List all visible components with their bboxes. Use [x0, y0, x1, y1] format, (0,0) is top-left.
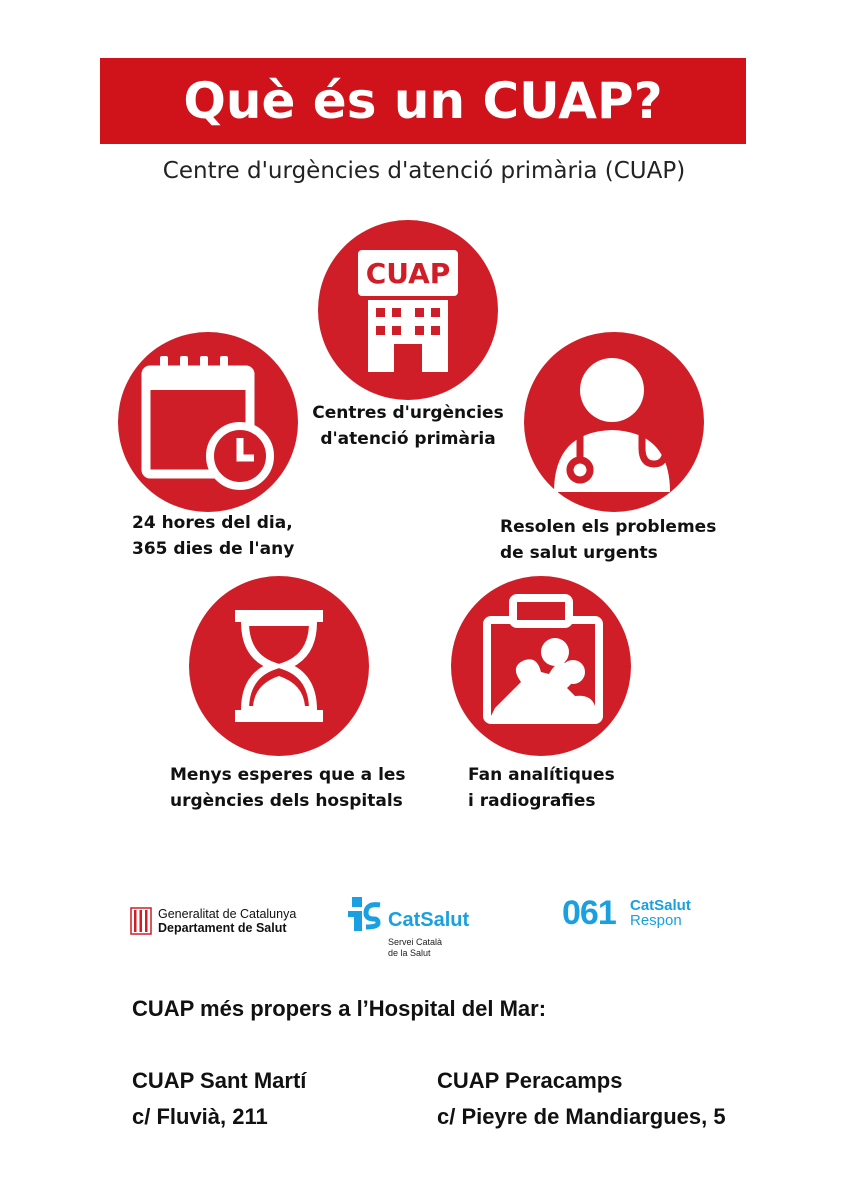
caption-line: Fan analítiques: [468, 765, 615, 785]
caption-centres: [290, 400, 526, 452]
location-name: CUAP Sant Martí: [132, 1068, 307, 1093]
catsalut-line2: de la Salut: [388, 948, 431, 958]
caption-24h: [132, 510, 352, 562]
location-peracamps: [437, 1063, 726, 1135]
generalitat-line2: Departament de Salut: [158, 921, 287, 935]
caption-line: urgències dels hospitals: [170, 791, 403, 811]
respon-line2: Respon: [630, 912, 682, 929]
cuap-badge-text: CUAP: [365, 257, 451, 290]
hourglass-icon-circle: [189, 576, 369, 756]
senyera-icon: [130, 907, 152, 935]
calendar-clock-icon: [118, 332, 298, 512]
caption-esperes: [170, 762, 410, 814]
doctor-icon-circle: [524, 332, 704, 512]
building-icon-circle: [318, 220, 498, 400]
caption-line: i radiografies: [468, 791, 596, 811]
caption-line: Resolen els problemes: [500, 517, 717, 537]
location-address: c/ Fluvià, 211: [132, 1104, 268, 1129]
locations-heading: CUAP més propers a l’Hospital del Mar:: [132, 996, 547, 1021]
respon-line1: CatSalut: [630, 897, 691, 914]
calendar-icon-circle: [118, 332, 298, 512]
catsalut-line1: Servei Català: [388, 937, 443, 947]
catsalut-icon: [348, 897, 382, 931]
generalitat-logo: [130, 907, 330, 937]
caption-analitiques: [468, 762, 668, 814]
location-sant-marti: [132, 1063, 306, 1135]
page-title: Què és un CUAP?: [183, 72, 663, 130]
respon-number: 061: [562, 894, 616, 932]
caption-line: d'atenció primària: [320, 429, 496, 449]
caption-line: Centres d'urgències: [312, 403, 504, 423]
xray-bone-icon: [451, 576, 631, 756]
caption-urgents: [500, 514, 730, 566]
building-icon: [318, 220, 498, 400]
location-address: c/ Pieyre de Mandiargues, 5: [437, 1104, 726, 1129]
generalitat-line1: Generalitat de Catalunya: [158, 907, 297, 921]
xray-icon-circle: [451, 576, 631, 756]
title-banner: [100, 58, 746, 144]
catsalut-name: CatSalut: [388, 909, 470, 931]
catsalut-logo: [348, 895, 508, 965]
hourglass-icon: [189, 576, 369, 756]
doctor-stethoscope-icon: [524, 332, 704, 512]
location-name: CUAP Peracamps: [437, 1068, 623, 1093]
caption-line: Menys esperes que a les: [170, 765, 406, 785]
caption-line: de salut urgents: [500, 543, 658, 563]
page-subtitle: Centre d'urgències d'atenció primària (CUAP): [162, 158, 686, 184]
caption-line: 24 hores del dia,: [132, 513, 293, 533]
caption-line: 365 dies de l'any: [132, 539, 295, 559]
061-respon-logo: [562, 896, 732, 936]
